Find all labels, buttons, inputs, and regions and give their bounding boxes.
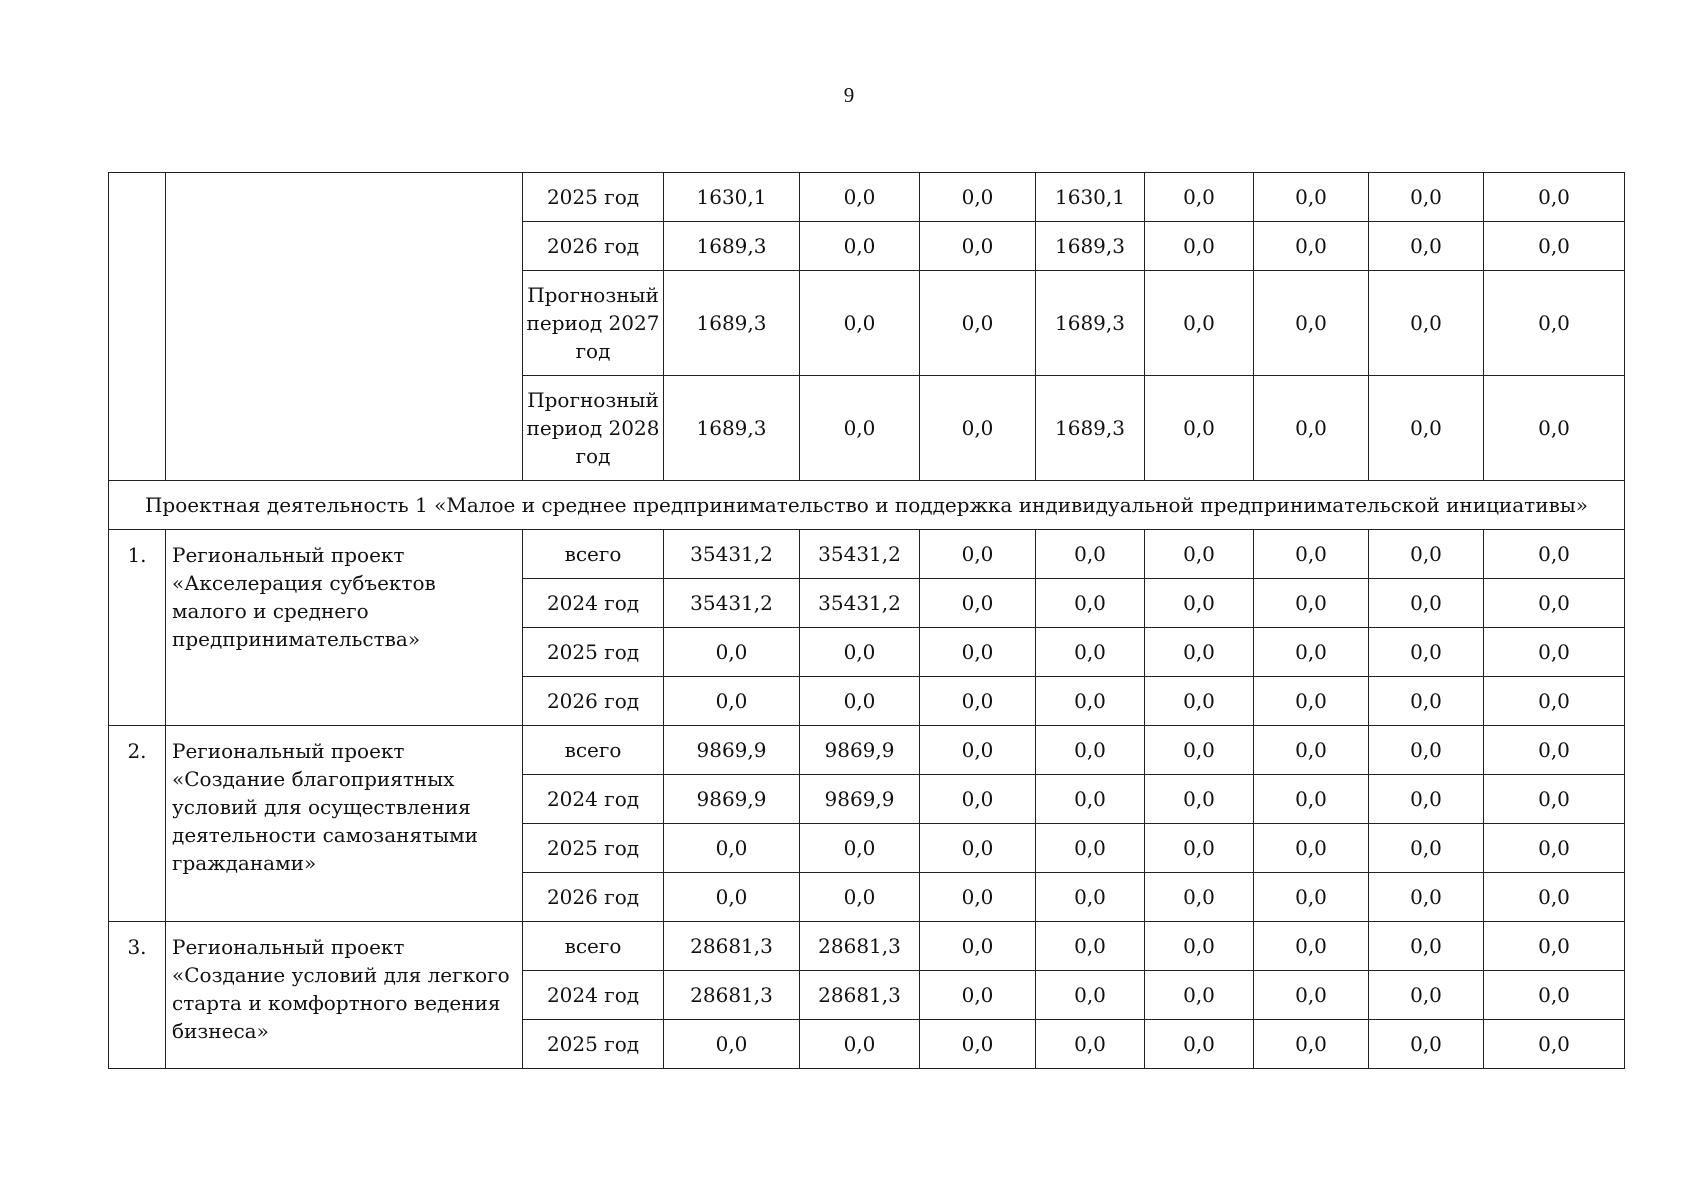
value-cell: 35431,2: [800, 579, 920, 628]
value-cell: 0,0: [1036, 579, 1145, 628]
value-cell: 0,0: [800, 271, 920, 376]
value-cell: 0,0: [664, 1020, 800, 1069]
value-cell: 0,0: [1369, 775, 1484, 824]
value-cell: 0,0: [920, 376, 1036, 481]
value-cell: 0,0: [920, 824, 1036, 873]
value-cell: 9869,9: [664, 726, 800, 775]
value-cell: 0,0: [664, 873, 800, 922]
period-cell: 2026 год: [523, 677, 664, 726]
value-cell: 0,0: [1369, 271, 1484, 376]
value-cell: 0,0: [1254, 775, 1369, 824]
value-cell: 9869,9: [800, 726, 920, 775]
period-cell: всего: [523, 530, 664, 579]
value-cell: 0,0: [1484, 222, 1625, 271]
value-cell: 0,0: [920, 677, 1036, 726]
value-cell: 0,0: [1145, 726, 1254, 775]
value-cell: 0,0: [1145, 222, 1254, 271]
value-cell: 0,0: [800, 628, 920, 677]
value-cell: 0,0: [1369, 222, 1484, 271]
value-cell: 0,0: [1484, 376, 1625, 481]
project-name: Региональный проект «Создание благоприятных условий для осуществления деятельности самозанятыми гражданами»: [166, 726, 523, 922]
value-cell: 0,0: [1036, 775, 1145, 824]
value-cell: 0,0: [1369, 873, 1484, 922]
value-cell: 0,0: [1484, 726, 1625, 775]
value-cell: 0,0: [800, 824, 920, 873]
value-cell: 0,0: [1145, 173, 1254, 222]
value-cell: 0,0: [800, 173, 920, 222]
project-number: 2.: [109, 726, 166, 922]
value-cell: 0,0: [1036, 922, 1145, 971]
empty-name-cell: [166, 173, 523, 481]
value-cell: 0,0: [1484, 677, 1625, 726]
value-cell: 0,0: [1484, 173, 1625, 222]
value-cell: 0,0: [1369, 530, 1484, 579]
table-row: [109, 922, 1625, 971]
value-cell: 0,0: [1254, 971, 1369, 1020]
value-cell: 0,0: [1484, 579, 1625, 628]
value-cell: 1689,3: [1036, 222, 1145, 271]
period-cell: 2024 год: [523, 775, 664, 824]
value-cell: 0,0: [1145, 873, 1254, 922]
value-cell: 0,0: [800, 873, 920, 922]
value-cell: 0,0: [1254, 726, 1369, 775]
value-cell: 0,0: [1369, 1020, 1484, 1069]
project-number: 3.: [109, 922, 166, 1069]
value-cell: 28681,3: [664, 971, 800, 1020]
value-cell: 0,0: [1036, 726, 1145, 775]
period-cell: 2025 год: [523, 1020, 664, 1069]
value-cell: 0,0: [1254, 173, 1369, 222]
value-cell: 0,0: [1145, 628, 1254, 677]
value-cell: 0,0: [920, 579, 1036, 628]
value-cell: 28681,3: [800, 971, 920, 1020]
value-cell: 1689,3: [1036, 271, 1145, 376]
value-cell: 0,0: [1145, 922, 1254, 971]
value-cell: 0,0: [1254, 677, 1369, 726]
project-number: 1.: [109, 530, 166, 726]
value-cell: 0,0: [1036, 873, 1145, 922]
value-cell: 0,0: [1254, 376, 1369, 481]
value-cell: 0,0: [1484, 873, 1625, 922]
value-cell: 0,0: [1369, 579, 1484, 628]
value-cell: 35431,2: [664, 530, 800, 579]
page-number: 9: [843, 83, 855, 107]
period-cell: 2026 год: [523, 873, 664, 922]
value-cell: 0,0: [1369, 677, 1484, 726]
empty-number-cell: [109, 173, 166, 481]
value-cell: 28681,3: [800, 922, 920, 971]
value-cell: 0,0: [920, 222, 1036, 271]
value-cell: 0,0: [1254, 222, 1369, 271]
value-cell: 9869,9: [800, 775, 920, 824]
value-cell: 35431,2: [800, 530, 920, 579]
value-cell: 0,0: [1369, 376, 1484, 481]
section-title: Проектная деятельность 1 «Малое и среднее предпринимательство и поддержка индивидуальной предпринимательской инициативы»: [109, 481, 1625, 530]
value-cell: 0,0: [1254, 530, 1369, 579]
value-cell: 0,0: [800, 376, 920, 481]
project-name: Региональный проект «Создание условий для легкого старта и комфортного ведения бизнеса»: [166, 922, 523, 1069]
project-name: Региональный проект «Акселерация субъектов малого и среднего предпринимательства»: [166, 530, 523, 726]
value-cell: 0,0: [664, 628, 800, 677]
period-cell: всего: [523, 726, 664, 775]
period-cell: 2025 год: [523, 628, 664, 677]
value-cell: 0,0: [1254, 579, 1369, 628]
value-cell: 0,0: [1484, 824, 1625, 873]
value-cell: 0,0: [1369, 726, 1484, 775]
value-cell: 0,0: [1369, 173, 1484, 222]
value-cell: 0,0: [800, 677, 920, 726]
value-cell: 0,0: [920, 628, 1036, 677]
value-cell: 0,0: [1484, 628, 1625, 677]
value-cell: 0,0: [800, 222, 920, 271]
value-cell: 0,0: [920, 922, 1036, 971]
value-cell: 0,0: [664, 677, 800, 726]
value-cell: 0,0: [920, 775, 1036, 824]
value-cell: 0,0: [1254, 271, 1369, 376]
value-cell: 0,0: [1036, 1020, 1145, 1069]
value-cell: 1630,1: [1036, 173, 1145, 222]
value-cell: 0,0: [800, 1020, 920, 1069]
value-cell: 9869,9: [664, 775, 800, 824]
value-cell: 0,0: [664, 824, 800, 873]
value-cell: 0,0: [920, 726, 1036, 775]
table-row: [109, 726, 1625, 775]
value-cell: 0,0: [1145, 824, 1254, 873]
value-cell: 0,0: [1369, 824, 1484, 873]
value-cell: 0,0: [1484, 922, 1625, 971]
section-row: [109, 481, 1625, 530]
value-cell: 0,0: [920, 530, 1036, 579]
value-cell: 0,0: [1036, 824, 1145, 873]
value-cell: 0,0: [1145, 971, 1254, 1020]
table-row: [109, 173, 1625, 222]
value-cell: 0,0: [1145, 530, 1254, 579]
table-body: [109, 173, 1625, 1069]
value-cell: 0,0: [1369, 922, 1484, 971]
value-cell: 0,0: [1036, 530, 1145, 579]
period-cell: всего: [523, 922, 664, 971]
value-cell: 1689,3: [664, 271, 800, 376]
value-cell: 0,0: [1484, 530, 1625, 579]
value-cell: 0,0: [1145, 271, 1254, 376]
value-cell: 0,0: [920, 271, 1036, 376]
value-cell: 1630,1: [664, 173, 800, 222]
period-cell: 2026 год: [523, 222, 664, 271]
value-cell: 0,0: [1254, 873, 1369, 922]
value-cell: 0,0: [1036, 971, 1145, 1020]
period-cell: 2024 год: [523, 579, 664, 628]
period-cell: Прогнозный период 2028 год: [523, 376, 664, 481]
value-cell: 0,0: [920, 1020, 1036, 1069]
value-cell: 1689,3: [664, 376, 800, 481]
value-cell: 0,0: [1484, 271, 1625, 376]
value-cell: 0,0: [1254, 824, 1369, 873]
value-cell: 0,0: [1254, 628, 1369, 677]
value-cell: 0,0: [1369, 628, 1484, 677]
period-cell: Прогнозный период 2027 год: [523, 271, 664, 376]
value-cell: 35431,2: [664, 579, 800, 628]
value-cell: 0,0: [1145, 579, 1254, 628]
period-cell: 2024 год: [523, 971, 664, 1020]
value-cell: 0,0: [1254, 922, 1369, 971]
value-cell: 0,0: [920, 173, 1036, 222]
value-cell: 0,0: [1145, 677, 1254, 726]
table-row: [109, 530, 1625, 579]
value-cell: 0,0: [1254, 1020, 1369, 1069]
value-cell: 1689,3: [1036, 376, 1145, 481]
value-cell: 0,0: [1145, 376, 1254, 481]
value-cell: 0,0: [1484, 1020, 1625, 1069]
value-cell: 0,0: [1036, 677, 1145, 726]
period-cell: 2025 год: [523, 173, 664, 222]
value-cell: 0,0: [920, 971, 1036, 1020]
period-cell: 2025 год: [523, 824, 664, 873]
value-cell: 0,0: [920, 873, 1036, 922]
value-cell: 1689,3: [664, 222, 800, 271]
value-cell: 0,0: [1145, 1020, 1254, 1069]
value-cell: 0,0: [1036, 628, 1145, 677]
value-cell: 0,0: [1145, 775, 1254, 824]
funding-table: [108, 172, 1625, 1069]
value-cell: 28681,3: [664, 922, 800, 971]
value-cell: 0,0: [1484, 775, 1625, 824]
value-cell: 0,0: [1484, 971, 1625, 1020]
value-cell: 0,0: [1369, 971, 1484, 1020]
